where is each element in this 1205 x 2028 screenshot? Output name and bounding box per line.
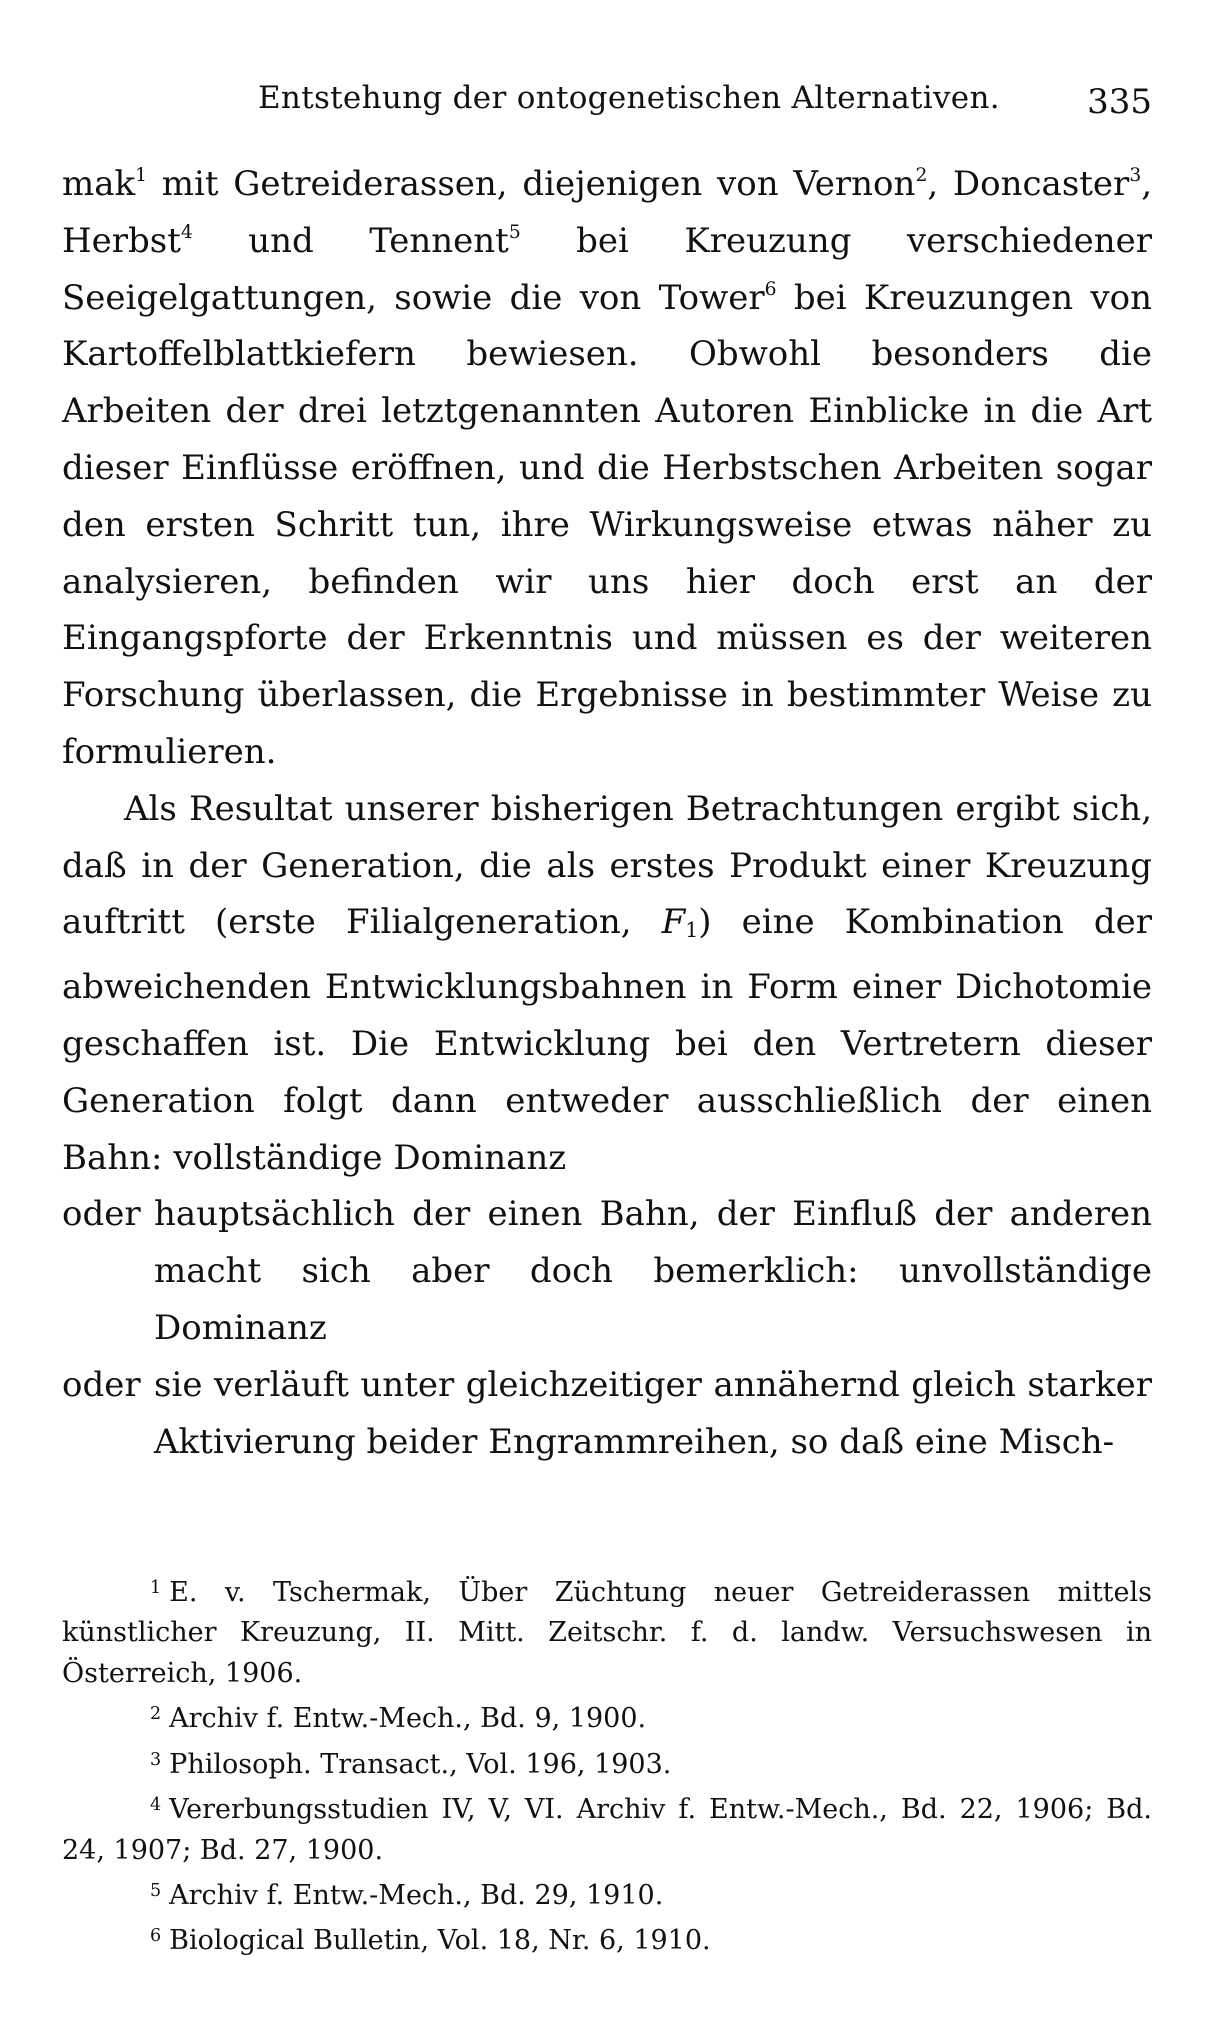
body-text [62, 156, 1152, 1470]
footnote-number: 5 [150, 1881, 162, 1902]
footnote-text: E. v. Tschermak, Über Züchtung neuer Getreiderassen mittels künstlicher Kreuzung, II. Mitt. Zeitschr. f. d. landw. Versuchswesen in Österreich, 1906. [62, 1576, 1152, 1689]
footnote-text: Archiv f. Entw.-Mech., Bd. 9, 1900. [169, 1703, 647, 1735]
alternative-text: sie verläuft unter gleichzeitiger annähernd gleich starker Aktivierung beider Engrammreihen, so daß eine Misch- [154, 1364, 1152, 1462]
alternative-lead-word: oder [62, 1194, 141, 1235]
footnote-ref-4: 4 [180, 221, 193, 243]
footnote-ref-6: 6 [764, 278, 777, 300]
footnote-text: Philosoph. Transact., Vol. 196, 1903. [169, 1748, 672, 1780]
text-run: bei Kreuzungen von Kartoffelblattkiefern bewiesen. Obwohl besonders die Arbeiten der drei letztgenannten Autoren Einblicke in die Art dieser Einflüsse eröffnen, und die Herbstschen Arbeiten sogar den ersten Schritt tun, ihre Wirkungsweise etwas näher zu analysieren, befinden wir uns hier doch erst an der Eingangspforte der Erkenntnis und müssen es der weiteren Forschung überlassen, die Ergebnisse in bestimmter Weise zu formulieren. [62, 277, 1153, 772]
footnote-3 [62, 1740, 1152, 1785]
footnote-ref-2: 2 [915, 164, 928, 186]
text-run: mak [62, 164, 136, 204]
alternative-text: hauptsächlich der einen Bahn, der Einfluß der anderen macht sich aber doch bemerklich: unvollständige Dominanz [154, 1194, 1152, 1349]
footnote-number: 3 [150, 1749, 162, 1770]
page-number: 335 [1087, 82, 1152, 122]
math-subscript: 1 [685, 918, 699, 943]
footnote-1 [62, 1568, 1152, 1694]
alternative-lead-word: oder [62, 1364, 141, 1405]
alternative-2 [62, 1357, 1152, 1471]
alternative-1 [62, 1186, 1152, 1356]
footnote-ref-5: 5 [508, 221, 521, 243]
footnote-number: 4 [150, 1795, 162, 1816]
footnote-ref-3: 3 [1129, 164, 1142, 186]
footnote-5 [62, 1871, 1152, 1916]
text-run: und Tennent [192, 220, 509, 261]
footnote-number: 1 [150, 1578, 162, 1598]
text-run: , Doncaster [927, 164, 1130, 204]
footnote-text: Vererbungsstudien IV, V, VI. Archiv f. Entw.-Mech., Bd. 22, 1906; Bd. 24, 1907; Bd. 27, 1900. [62, 1794, 1152, 1866]
text-run: Als Resultat unserer bisherigen Betrachtungen ergibt sich, daß in der Generation, die als erstes Produkt einer Kreuzung auftritt (erste Filialgeneration, [62, 788, 1152, 943]
paragraph-1 [62, 156, 1152, 781]
running-title: Entstehung der ontogenetischen Alternativen. [258, 80, 1000, 116]
footnote-2 [62, 1694, 1152, 1739]
math-symbol: F [661, 902, 686, 943]
footnote-ref-1: 1 [135, 164, 148, 186]
text-run: , Herbst [62, 164, 1153, 261]
footnote-text: Archiv f. Entw.-Mech., Bd. 29, 1910. [169, 1879, 664, 1911]
footnote-text: Biological Bulletin, Vol. 18, Nr. 6, 1910. [169, 1925, 711, 1957]
text-run: ) eine Kombination der abweichenden Entwicklungsbahnen in Form einer Dichotomie geschaffen ist. Die Entwicklung bei den Vertretern dieser Generation folgt dann entweder ausschließlich der einen Bahn: vollständige Dominanz [62, 902, 1152, 1178]
footnotes [62, 1568, 1152, 1962]
running-head [62, 80, 1152, 140]
text-run: mit Getreiderassen, diejenigen von Vernon [147, 164, 916, 204]
footnote-number: 2 [150, 1704, 162, 1725]
paragraph-2 [62, 781, 1152, 1187]
footnote-6 [62, 1916, 1152, 1961]
text-run: bei Kreuzung verschiedener Seeigelgattungen, sowie die von Tower [62, 220, 1152, 318]
footnote-number: 6 [150, 1926, 162, 1947]
footnote-4 [62, 1785, 1152, 1871]
